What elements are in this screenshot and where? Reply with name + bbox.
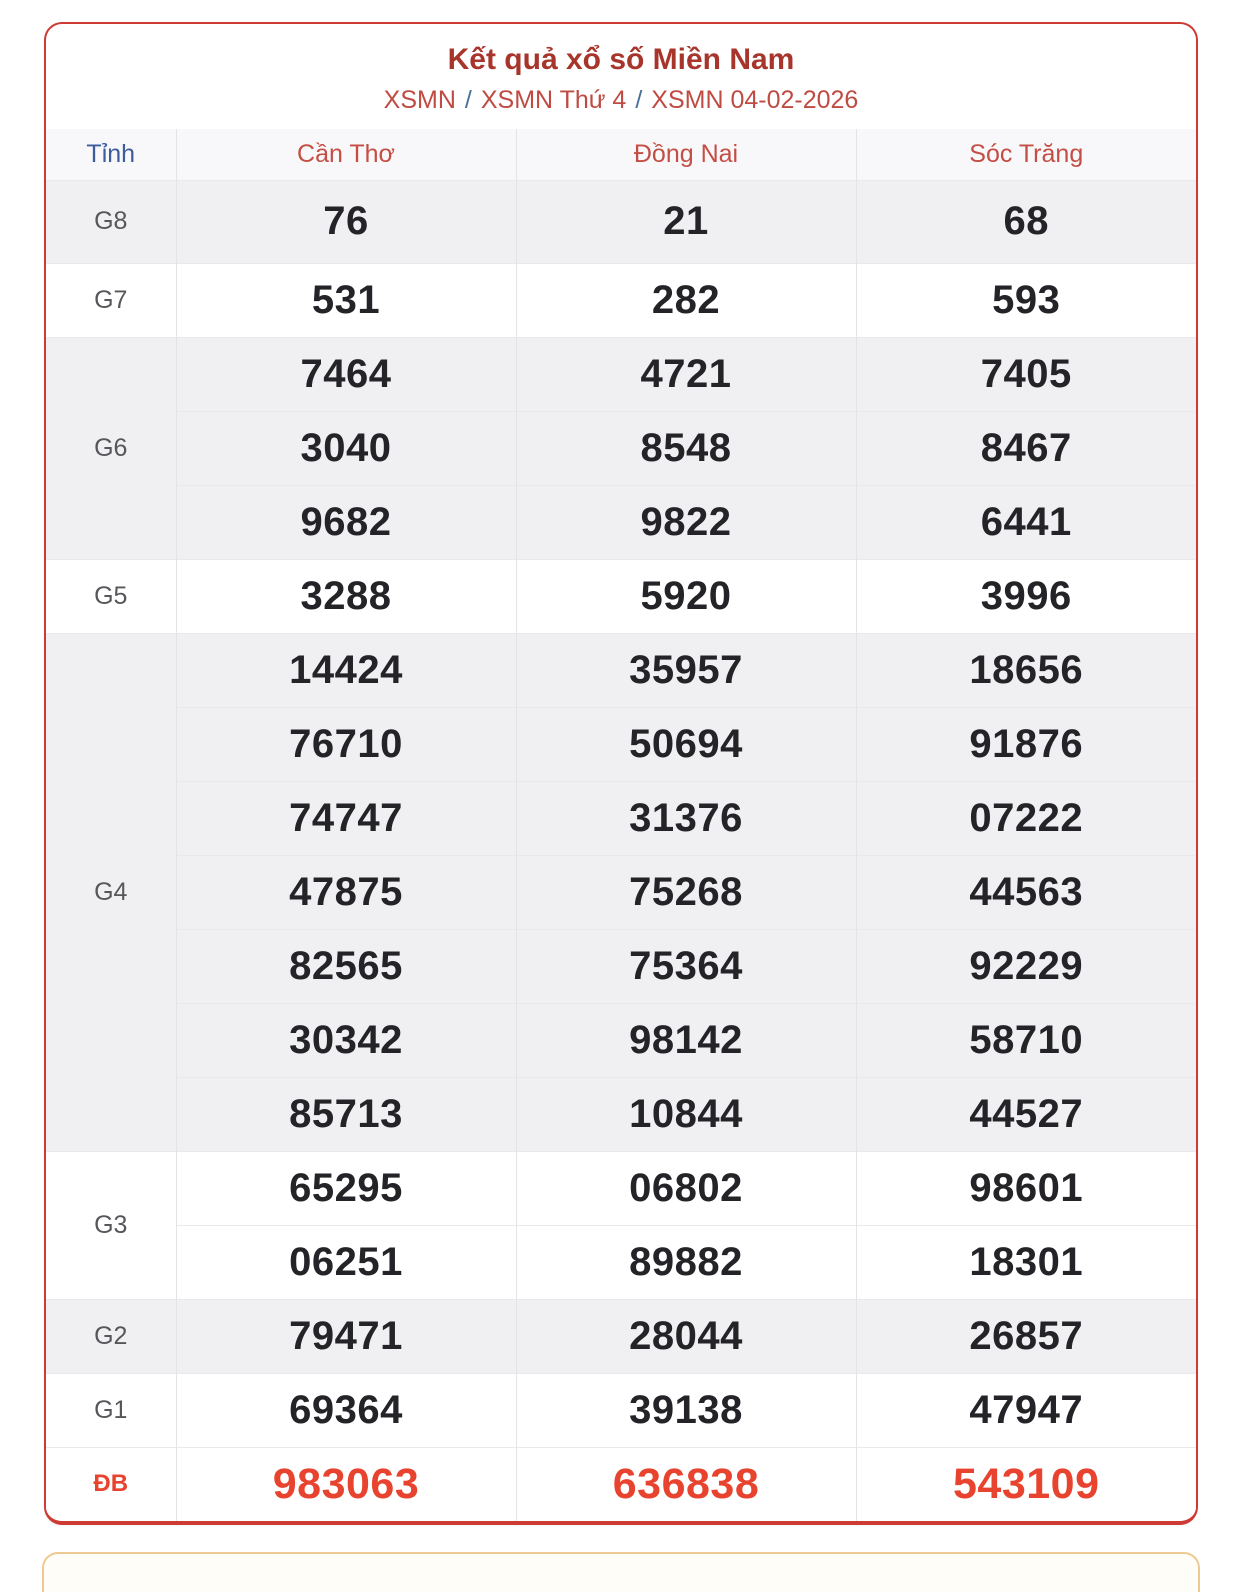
prize-value: 7405 (856, 337, 1196, 411)
prize-value: 44527 (856, 1077, 1196, 1151)
province-column-header: Tỉnh (46, 129, 176, 180)
prize-row-g4 (46, 1003, 1196, 1077)
prize-value: 68 (856, 180, 1196, 263)
prize-row-g2 (46, 1299, 1196, 1373)
prize-row-g1 (46, 1373, 1196, 1447)
prize-value: 65295 (176, 1151, 516, 1225)
breadcrumb-separator: / (464, 86, 472, 114)
prize-value-special: 636838 (516, 1447, 856, 1521)
prize-value: 282 (516, 263, 856, 337)
prize-row-db (46, 1447, 1196, 1521)
breadcrumb-link-xsmn[interactable]: XSMN (383, 86, 456, 114)
prize-value: 8467 (856, 411, 1196, 485)
prize-label-g4: G4 (46, 633, 176, 1151)
province-header-can-tho[interactable]: Cần Thơ (176, 129, 516, 180)
prize-value: 35957 (516, 633, 856, 707)
prize-label-g8: G8 (46, 180, 176, 263)
next-card-preview (42, 1552, 1200, 1592)
province-header-soc-trang[interactable]: Sóc Trăng (856, 129, 1196, 180)
prize-value: 76710 (176, 707, 516, 781)
prize-value: 47875 (176, 855, 516, 929)
prize-value: 18656 (856, 633, 1196, 707)
prize-value: 31376 (516, 781, 856, 855)
result-card (44, 22, 1198, 1525)
prize-value-special: 543109 (856, 1447, 1196, 1521)
prize-row-g6 (46, 485, 1196, 559)
prize-value: 50694 (516, 707, 856, 781)
prize-value-special: 983063 (176, 1447, 516, 1521)
page-title: Kết quả xổ số Miền Nam (447, 43, 795, 76)
prize-value: 3288 (176, 559, 516, 633)
prize-value: 92229 (856, 929, 1196, 1003)
prize-value: 5920 (516, 559, 856, 633)
prize-row-g4 (46, 633, 1196, 707)
prize-row-g7 (46, 263, 1196, 337)
prize-value: 06802 (516, 1151, 856, 1225)
prize-value: 4721 (516, 337, 856, 411)
prize-row-g3 (46, 1151, 1196, 1225)
prize-value: 14424 (176, 633, 516, 707)
prize-value: 69364 (176, 1373, 516, 1447)
prize-row-g3 (46, 1225, 1196, 1299)
prize-label-g2: G2 (46, 1299, 176, 1373)
prize-row-g4 (46, 1077, 1196, 1151)
prize-value: 79471 (176, 1299, 516, 1373)
prize-value: 18301 (856, 1225, 1196, 1299)
prize-row-g6 (46, 337, 1196, 411)
prize-value: 3996 (856, 559, 1196, 633)
prize-value: 47947 (856, 1373, 1196, 1447)
prize-value: 6441 (856, 485, 1196, 559)
table-header-row (46, 129, 1196, 180)
prize-value: 531 (176, 263, 516, 337)
prize-value: 44563 (856, 855, 1196, 929)
breadcrumb-link-xsmn-weekday[interactable]: XSMN Thứ 4 (480, 86, 627, 114)
prize-value: 85713 (176, 1077, 516, 1151)
prize-row-g4 (46, 929, 1196, 1003)
prize-row-g8 (46, 180, 1196, 263)
prize-row-g4 (46, 781, 1196, 855)
prize-value: 3040 (176, 411, 516, 485)
prize-value: 10844 (516, 1077, 856, 1151)
prize-value: 98601 (856, 1151, 1196, 1225)
province-header-dong-nai[interactable]: Đồng Nai (516, 129, 856, 180)
breadcrumb-link-xsmn-date[interactable]: XSMN 04-02-2026 (651, 86, 859, 114)
breadcrumb (46, 84, 1196, 116)
prize-value: 593 (856, 263, 1196, 337)
prize-value: 30342 (176, 1003, 516, 1077)
prize-label-g3: G3 (46, 1151, 176, 1299)
prize-value: 74747 (176, 781, 516, 855)
prize-value: 76 (176, 180, 516, 263)
prize-row-g4 (46, 707, 1196, 781)
prize-label-g6: G6 (46, 337, 176, 559)
prize-value: 75268 (516, 855, 856, 929)
prize-value: 8548 (516, 411, 856, 485)
prize-value: 82565 (176, 929, 516, 1003)
prize-value: 28044 (516, 1299, 856, 1373)
prize-value: 7464 (176, 337, 516, 411)
prize-value: 07222 (856, 781, 1196, 855)
prize-row-g6 (46, 411, 1196, 485)
prize-value: 91876 (856, 707, 1196, 781)
prize-value: 39138 (516, 1373, 856, 1447)
prize-value: 26857 (856, 1299, 1196, 1373)
prize-label-g7: G7 (46, 263, 176, 337)
prize-row-g5 (46, 559, 1196, 633)
results-table (46, 129, 1196, 1521)
prize-value: 98142 (516, 1003, 856, 1077)
prize-value: 9822 (516, 485, 856, 559)
prize-value: 58710 (856, 1003, 1196, 1077)
prize-value: 75364 (516, 929, 856, 1003)
prize-value: 89882 (516, 1225, 856, 1299)
prize-value: 9682 (176, 485, 516, 559)
breadcrumb-separator: / (635, 86, 643, 114)
prize-row-g4 (46, 855, 1196, 929)
prize-value: 06251 (176, 1225, 516, 1299)
prize-label-g5: G5 (46, 559, 176, 633)
prize-label-g1: G1 (46, 1373, 176, 1447)
prize-value: 21 (516, 180, 856, 263)
prize-label-db: ĐB (46, 1447, 176, 1521)
